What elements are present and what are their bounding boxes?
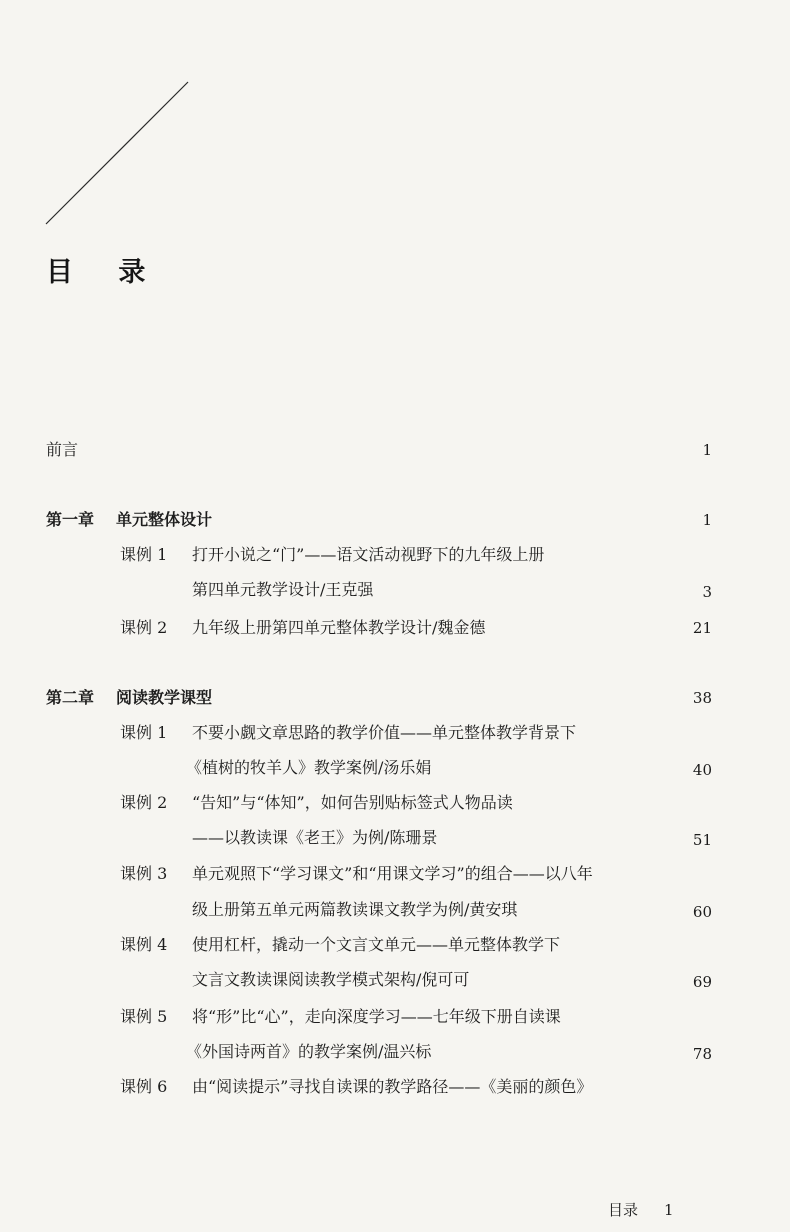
toc-preface-page: 1 <box>702 441 712 459</box>
lesson-title-line2: 《外国诗两首》的教学案例/温兴标 <box>186 1042 432 1061</box>
chapter-title: 单元整体设计 <box>116 510 213 529</box>
toc-ch2-lesson-5-page: 78 <box>692 1045 712 1063</box>
toc-ch2-lesson-2-page: 51 <box>692 831 712 849</box>
toc-ch2-lesson-3 <box>120 862 593 886</box>
lesson-number: 课例 1 <box>120 545 168 564</box>
toc-chapter-2-page: 38 <box>692 689 712 707</box>
chapter-number: 第一章 <box>46 510 95 529</box>
toc-ch1-lesson-1 <box>120 543 544 567</box>
lesson-title-line1: “告知”与“体知”，如何告别贴标签式人物品读 <box>192 793 513 812</box>
lesson-number: 课例 2 <box>120 618 168 637</box>
lesson-title-line2: 级上册第五单元两篇教读课文教学为例/黄安琪 <box>192 900 518 919</box>
lesson-title-line1: 单元观照下“学习课文”和“用课文学习”的组合——以八年 <box>192 864 593 883</box>
toc-ch2-lesson-6 <box>120 1075 592 1099</box>
lesson-number: 课例 5 <box>120 1007 168 1026</box>
toc-preface-label: 前言 <box>46 440 79 459</box>
lesson-title-line2: 《植树的牧羊人》教学案例/汤乐娟 <box>186 758 432 777</box>
footer-section-label: 目录 <box>608 1201 639 1219</box>
lesson-number: 课例 1 <box>120 723 168 742</box>
lesson-title-line1: 将“形”比“心”，走向深度学习——七年级下册自读课 <box>192 1007 561 1026</box>
toc-ch1-lesson-2 <box>120 616 485 640</box>
toc-ch1-lesson-2-page: 21 <box>692 619 712 637</box>
lesson-number: 课例 3 <box>120 864 168 883</box>
lesson-title-line1: 使用杠杆，撬动一个文言文单元——单元整体教学下 <box>192 935 561 954</box>
toc-chapter-2 <box>46 686 212 710</box>
toc-ch2-lesson-1 <box>120 721 576 745</box>
lesson-title-line1: 九年级上册第四单元整体教学设计/魏金德 <box>192 618 486 637</box>
lesson-title-line2: 第四单元教学设计/王克强 <box>192 580 374 599</box>
toc-ch1-lesson-1-page: 3 <box>702 583 712 601</box>
lesson-title-line1: 不要小觑文章思路的教学价值——单元整体教学背景下 <box>192 723 577 742</box>
lesson-number: 课例 2 <box>120 793 168 812</box>
lesson-title-line1: 由“阅读提示”寻找自读课的教学路径——《美丽的颜色》 <box>192 1077 593 1096</box>
toc-ch2-lesson-4 <box>120 933 560 957</box>
toc-ch2-lesson-4-page: 69 <box>692 973 712 991</box>
page-title: 目 录 <box>46 257 164 288</box>
toc-ch2-lesson-2 <box>120 791 513 815</box>
lesson-number: 课例 6 <box>120 1077 168 1096</box>
toc-chapter-1 <box>46 508 212 532</box>
toc-ch2-lesson-3-page: 60 <box>692 903 712 921</box>
chapter-title: 阅读教学课型 <box>116 688 213 707</box>
lesson-title-line2: ——以教读课《老王》为例/陈珊景 <box>192 828 438 847</box>
toc-chapter-1-page: 1 <box>702 511 712 529</box>
footer-page-number: 1 <box>664 1201 674 1219</box>
lesson-number: 课例 4 <box>120 935 168 954</box>
toc-ch2-lesson-1-page: 40 <box>692 761 712 779</box>
lesson-title-line2: 文言文教读课阅读教学模式架构/倪可可 <box>192 970 470 989</box>
chapter-number: 第二章 <box>46 688 95 707</box>
page-footer <box>608 1198 674 1222</box>
toc-ch2-lesson-5 <box>120 1005 561 1029</box>
lesson-title-line1: 打开小说之“门”——语文活动视野下的九年级上册 <box>192 545 545 564</box>
